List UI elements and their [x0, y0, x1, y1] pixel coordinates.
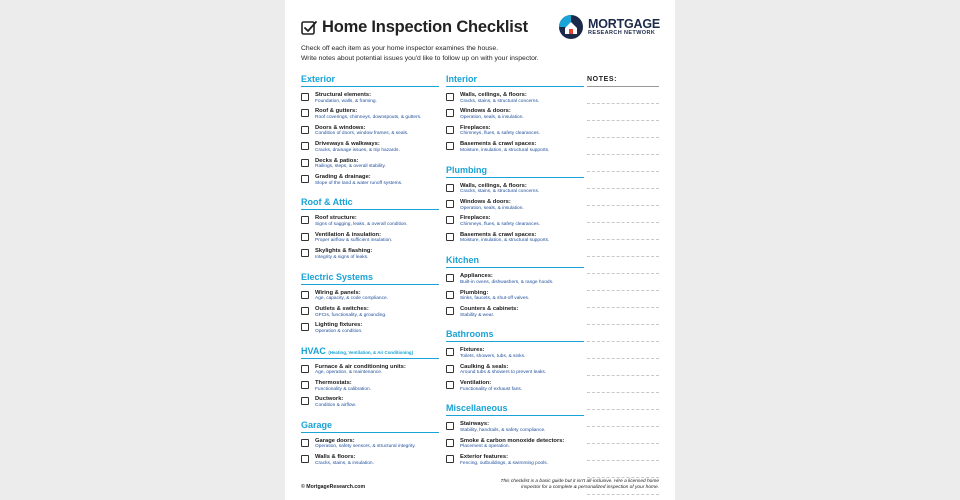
checkbox[interactable] — [301, 126, 309, 134]
intro-line: Check off each item as your home inspector examines the house. — [301, 45, 499, 52]
section-title: Interior — [446, 74, 478, 84]
section-title: Roof & Attic — [301, 197, 353, 208]
section-heading — [301, 197, 439, 210]
checkbox[interactable] — [301, 439, 309, 447]
section-title: HVAC — [301, 345, 326, 356]
checklist-page — [285, 0, 675, 500]
section-title: Garage — [301, 419, 333, 430]
intro-line: Write notes about potential issues you'd like to follow up on with your inspector. — [301, 55, 539, 62]
checklist-column-right — [446, 74, 584, 478]
checklist-item — [301, 454, 439, 470]
notes-heading: NOTES: — [587, 76, 659, 87]
item-description: Chimneys, flues, & safety clearances. — [460, 131, 540, 137]
item-label: Exterior features: — [460, 454, 509, 461]
checklist-item — [301, 174, 439, 190]
note-line[interactable] — [587, 308, 659, 325]
item-description: Sinks, faucets, & shut-off valves. — [460, 296, 530, 302]
checkbox[interactable] — [301, 249, 309, 257]
item-description: Functionality & calibration. — [315, 386, 371, 392]
item-description: Operation & condition. — [315, 328, 363, 334]
item-label: Structural elements: — [315, 92, 372, 98]
section-garage — [301, 420, 439, 471]
item-label: Lighting fixtures: — [315, 322, 363, 329]
checklist-item — [301, 438, 439, 454]
item-description: Condition of doors, window frames, & seals. — [315, 131, 409, 137]
section-interior — [446, 74, 584, 158]
checkbox[interactable] — [301, 307, 309, 315]
item-label: Basements & crawl spaces: — [460, 231, 537, 238]
note-line[interactable] — [587, 121, 659, 138]
notes-panel — [587, 76, 659, 495]
checkbox[interactable] — [446, 365, 454, 373]
item-description: Moisture, insulation, & structural supports. — [460, 238, 550, 244]
item-label: Walls, ceilings, & floors: — [460, 182, 527, 189]
item-label: Roof & gutters: — [315, 108, 358, 115]
section-heading — [301, 272, 439, 285]
note-line[interactable] — [587, 342, 659, 359]
checklist-item — [446, 454, 584, 470]
item-description: Chimneys, flues, & safety clearances. — [460, 221, 540, 227]
note-line[interactable] — [587, 325, 659, 342]
item-description: Toilets, showers, tubs, & sinks. — [460, 353, 526, 359]
note-line[interactable] — [587, 359, 659, 376]
section-kitchen — [446, 255, 584, 322]
item-description: Railings, steps, & overall stability. — [315, 164, 386, 170]
checklist-item — [301, 380, 439, 396]
item-label: Windows & doors: — [460, 198, 511, 205]
section-note: (Heating, Ventilation, & Air Conditioning) — [328, 349, 414, 355]
note-line[interactable] — [587, 257, 659, 274]
checkbox[interactable] — [446, 455, 454, 463]
section-title: Plumbing — [446, 164, 487, 175]
item-label: Caulking & seals: — [460, 363, 509, 370]
checklist-item — [446, 421, 584, 437]
checklist-item — [301, 290, 439, 306]
checklist-item — [446, 273, 584, 289]
item-label: Skylights & flashing: — [315, 248, 373, 255]
item-description: Cracks, stains, & structural concerns. — [460, 98, 540, 104]
checklist-item — [301, 108, 439, 124]
checklist-item — [446, 438, 584, 454]
logo-wordmark: MORTGAGE — [588, 16, 661, 31]
item-description: Cracks, drainage issues, & trip hazards. — [315, 147, 400, 153]
checklist-item — [446, 364, 584, 380]
item-description: Cracks, stains, & structural concerns. — [460, 189, 540, 195]
section-plumbing — [446, 165, 584, 249]
section-title: Bathrooms — [446, 329, 494, 340]
item-description: Condition & airflow. — [315, 403, 357, 409]
item-description: Around tubs & showers to prevent leaks. — [460, 370, 547, 376]
checklist-item — [301, 248, 439, 264]
checkbox[interactable] — [446, 381, 454, 389]
checkbox[interactable] — [446, 307, 454, 315]
copyright: © MortgageResearch.com — [301, 484, 366, 490]
checkbox[interactable] — [301, 93, 309, 101]
checkbox[interactable] — [301, 216, 309, 224]
item-label: Ductwork: — [315, 396, 344, 403]
checklist-item — [301, 125, 439, 141]
checkbox[interactable] — [446, 348, 454, 356]
item-label: Smoke & carbon monoxide detectors: — [460, 437, 565, 444]
checklist-item — [446, 199, 584, 215]
checklist-item — [301, 396, 439, 412]
checkbox[interactable] — [301, 291, 309, 299]
checklist-item — [446, 125, 584, 141]
item-description: Placement & operation. — [460, 444, 510, 450]
checkbox[interactable] — [446, 142, 454, 150]
checklist-item — [301, 364, 439, 380]
item-label: Grading & drainage: — [315, 173, 371, 180]
note-line[interactable] — [587, 444, 659, 461]
checkbox[interactable] — [301, 455, 309, 463]
checklist-item — [301, 92, 439, 108]
section-exterior — [301, 74, 439, 190]
note-line[interactable] — [587, 155, 659, 172]
checkbox[interactable] — [446, 93, 454, 101]
section-heading — [301, 346, 439, 359]
section-title: Miscellaneous — [446, 403, 508, 414]
note-line[interactable] — [587, 138, 659, 155]
checkbox[interactable] — [301, 142, 309, 150]
item-description: Age, operation, & maintenance. — [315, 370, 383, 376]
item-description: Operation, safety sensors, & structural integrity. — [315, 444, 416, 450]
section-heading — [446, 403, 584, 416]
checkbox[interactable] — [301, 381, 309, 389]
item-label: Fixtures: — [460, 347, 485, 354]
item-description: Cracks, stains, & insulation. — [315, 460, 374, 466]
checkbox[interactable] — [301, 175, 309, 183]
item-description: Slope of the land & water runoff systems. — [315, 180, 403, 186]
item-description: Built-in ovens, dishwashers, & range hoods. — [460, 279, 554, 285]
checklist-item — [446, 92, 584, 108]
item-description: Signs of sagging, leaks, & overall condition. — [315, 221, 408, 227]
checkbox[interactable] — [301, 323, 309, 331]
intro-text — [301, 44, 539, 64]
note-line[interactable] — [587, 410, 659, 427]
note-line[interactable] — [587, 189, 659, 206]
item-description: Moisture, insulation, & structural supports. — [460, 147, 550, 153]
disclaimer-line: inspector for a complete & personalized inspection of your home. — [521, 485, 659, 491]
checklist-item — [301, 232, 439, 248]
section-roof-and-attic — [301, 197, 439, 264]
checkbox-checked-icon — [301, 20, 317, 36]
disclaimer-line: This checklist is a basic guide but it isn't all-inclusive. Hire a licensed home — [500, 479, 659, 484]
section-miscellaneous — [446, 403, 584, 470]
title-row — [301, 18, 528, 37]
section-heading — [446, 165, 584, 178]
item-description: Proper airflow & sufficient insulation. — [315, 238, 393, 244]
checklist-item — [301, 306, 439, 322]
note-line[interactable] — [587, 291, 659, 308]
page-title: Home Inspection Checklist — [322, 18, 528, 36]
item-description: GFCIs, functionality, & grounding. — [315, 312, 387, 318]
checkbox[interactable] — [446, 200, 454, 208]
checklist-item — [301, 322, 439, 338]
item-label: Garage doors: — [315, 437, 355, 444]
checklist-item — [446, 215, 584, 231]
item-label: Appliances: — [460, 273, 493, 280]
item-description: Functionality of exhaust fans. — [460, 386, 523, 392]
checklist-column-left — [301, 74, 439, 478]
note-line[interactable] — [587, 274, 659, 291]
note-line[interactable] — [587, 376, 659, 393]
item-label: Fireplaces: — [460, 124, 491, 131]
item-label: Wiring & panels: — [315, 289, 361, 296]
section-title: Electric Systems — [301, 271, 374, 282]
checkbox[interactable] — [446, 184, 454, 192]
section-heading — [301, 74, 439, 87]
section-heading — [446, 329, 584, 342]
note-line[interactable] — [587, 87, 659, 104]
item-label: Decks & patios: — [315, 157, 359, 164]
checkbox[interactable] — [446, 274, 454, 282]
disclaimer — [491, 479, 659, 492]
checklist-item — [301, 158, 439, 174]
note-line[interactable] — [587, 461, 659, 478]
note-line[interactable] — [587, 206, 659, 223]
item-label: Furnace & air conditioning units: — [315, 363, 406, 370]
item-label: Doors & windows: — [315, 124, 366, 131]
item-label: Ventilation & insulation: — [315, 231, 382, 238]
item-description: Age, capacity, & code compliance. — [315, 296, 388, 302]
item-description: Roof coverings, chimneys, downspouts, & gutters. — [315, 114, 422, 120]
item-label: Driveways & walkways: — [315, 141, 380, 148]
item-description: Foundation, walls, & framing. — [315, 98, 377, 104]
item-label: Outlets & switches: — [315, 305, 369, 312]
item-description: Operation, seals, & insulation. — [460, 114, 524, 120]
item-label: Fireplaces: — [460, 215, 491, 222]
checklist-item — [446, 347, 584, 363]
checkbox[interactable] — [301, 159, 309, 167]
checkbox[interactable] — [301, 397, 309, 405]
checklist-item — [301, 141, 439, 157]
item-description: Fencing, outbuildings, & swimming pools. — [460, 460, 548, 466]
item-label: Windows & doors: — [460, 108, 511, 115]
house-logo-icon — [558, 14, 584, 40]
item-label: Ventilation: — [460, 380, 492, 387]
checklist-item — [446, 108, 584, 124]
section-title: Kitchen — [446, 255, 480, 266]
checkbox[interactable] — [446, 216, 454, 224]
checkbox[interactable] — [446, 291, 454, 299]
checklist-item — [301, 215, 439, 231]
note-line[interactable] — [587, 223, 659, 240]
note-line[interactable] — [587, 393, 659, 410]
item-label: Walls, ceilings, & floors: — [460, 92, 527, 98]
checkbox[interactable] — [301, 365, 309, 373]
checkbox[interactable] — [446, 439, 454, 447]
item-label: Counters & cabinets: — [460, 305, 519, 312]
item-description: Stability, handrails, & safety compliance. — [460, 428, 546, 434]
item-description: Stability & wear. — [460, 312, 495, 318]
logo-tagline: RESEARCH NETWORK — [588, 30, 656, 36]
checkbox[interactable] — [446, 109, 454, 117]
note-line[interactable] — [587, 104, 659, 121]
checkbox[interactable] — [446, 422, 454, 430]
item-label: Walls & floors: — [315, 454, 356, 461]
checklist-item — [446, 290, 584, 306]
item-label: Basements & crawl spaces: — [460, 141, 537, 148]
section-title: Exterior — [301, 74, 336, 84]
section-heading — [301, 420, 439, 433]
brand-logo — [558, 14, 660, 40]
checklist-item — [446, 380, 584, 396]
checklist-item — [446, 232, 584, 248]
checklist-item — [446, 183, 584, 199]
checklist-item — [446, 141, 584, 157]
item-label: Roof structure: — [315, 215, 357, 222]
checkbox[interactable] — [446, 233, 454, 241]
checklist-item — [446, 306, 584, 322]
item-label: Plumbing: — [460, 289, 489, 296]
section-heading — [446, 255, 584, 268]
checkbox[interactable] — [301, 109, 309, 117]
checkbox[interactable] — [301, 233, 309, 241]
item-label: Stairways: — [460, 421, 489, 428]
item-label: Thermostats: — [315, 380, 352, 387]
note-line[interactable] — [587, 240, 659, 257]
note-line[interactable] — [587, 427, 659, 444]
item-description: Integrity & signs of leaks. — [315, 254, 369, 260]
section-bathrooms — [446, 329, 584, 396]
note-line[interactable] — [587, 172, 659, 189]
section-hvac — [301, 346, 439, 413]
section-electric-systems — [301, 272, 439, 339]
checkbox[interactable] — [446, 126, 454, 134]
item-description: Operation, seals, & insulation. — [460, 205, 524, 211]
section-heading — [446, 74, 584, 87]
